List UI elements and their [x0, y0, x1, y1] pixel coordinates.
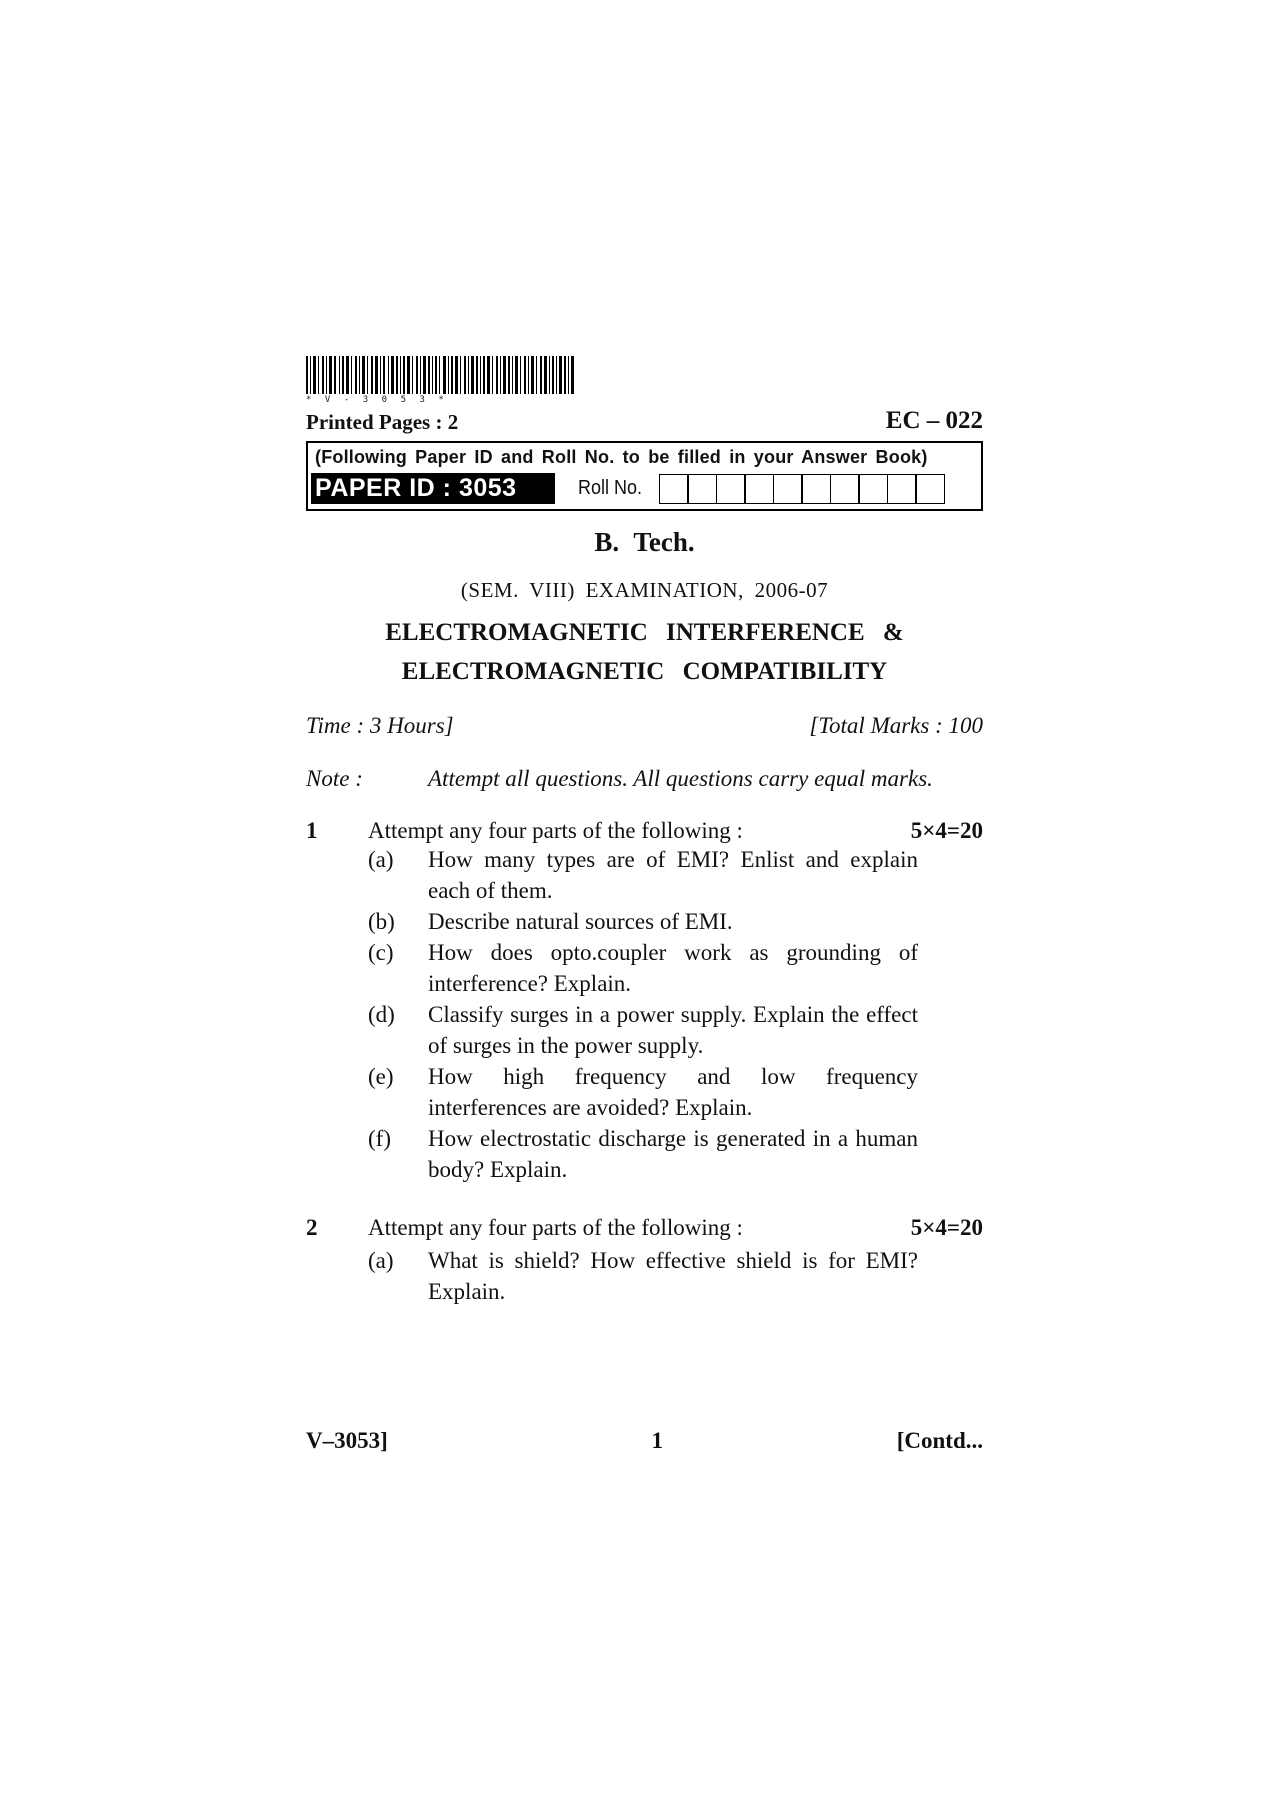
roll-no-box[interactable]: [858, 474, 888, 504]
part-text: What is shield? How effective shield is for EMI? Explain.: [428, 1248, 918, 1304]
id-box-note: (Following Paper ID and Roll No. to be filled in your Answer Book): [315, 447, 928, 467]
question-part: [368, 937, 983, 999]
subject-line: ELECTROMAGNETIC INTERFERENCE &: [385, 619, 904, 646]
roll-no-box[interactable]: [801, 474, 831, 504]
exam-title: (SEM. VIII) EXAMINATION, 2006-07: [460, 578, 829, 602]
question-number: 2: [306, 1215, 318, 1240]
note: [306, 762, 983, 796]
footer-code: V–3053]: [306, 1428, 388, 1453]
barcode-text: *V-3053*: [306, 395, 458, 405]
subject-title: [306, 613, 983, 691]
page-number: 1: [651, 1428, 663, 1453]
exam-paper: [306, 356, 983, 1307]
paper-code: EC – 022: [885, 407, 983, 434]
note-label: Note :: [306, 766, 363, 791]
time: Time : 3 Hours]: [306, 713, 454, 738]
question-part: [368, 844, 983, 906]
roll-no-label: Roll No.: [578, 477, 643, 499]
subject-line: ELECTROMAGNETIC COMPATIBILITY: [401, 658, 888, 685]
roll-no-box[interactable]: [830, 474, 860, 504]
degree-title: B. Tech.: [594, 527, 695, 557]
barcode: [306, 356, 576, 394]
page-footer: [306, 1428, 983, 1454]
part-label: (c): [368, 940, 394, 965]
question-part: [368, 999, 983, 1061]
roll-no-box[interactable]: [744, 474, 774, 504]
roll-no-box[interactable]: [887, 474, 917, 504]
part-text: Classify surges in a power supply. Explain the effect of surges in the power supply.: [428, 1002, 918, 1058]
question-text: Attempt any four parts of the following :: [368, 1215, 743, 1240]
part-label: (e): [368, 1064, 394, 1089]
question-header: [306, 1215, 983, 1241]
printed-pages: Printed Pages : 2: [306, 410, 459, 434]
roll-no-box[interactable]: [716, 474, 746, 504]
roll-no-box[interactable]: [659, 474, 689, 504]
total-marks: [Total Marks : 100: [809, 713, 983, 738]
question-part: [368, 1245, 983, 1307]
question-2: [306, 1215, 983, 1307]
roll-no-boxes: [660, 474, 945, 504]
roll-no-box[interactable]: [687, 474, 717, 504]
time-marks-row: [306, 713, 983, 739]
part-label: (a): [368, 1248, 394, 1273]
roll-no-box[interactable]: [915, 474, 945, 504]
question-number: 1: [306, 818, 318, 843]
part-text: How high frequency and low frequency interferences are avoided? Explain.: [428, 1064, 918, 1120]
part-text: Describe natural sources of EMI.: [428, 909, 733, 934]
part-label: (a): [368, 847, 394, 872]
roll-no-box[interactable]: [773, 474, 803, 504]
paper-id-box: [306, 441, 983, 511]
question-marks: 5×4=20: [910, 1215, 983, 1240]
note-text: Attempt all questions. All questions carry equal marks.: [428, 766, 933, 791]
paper-id: PAPER ID : 3053: [311, 473, 555, 504]
question-1: [306, 818, 983, 1185]
question-parts: [368, 1245, 983, 1307]
question-part: [368, 1061, 983, 1123]
part-label: (b): [368, 909, 395, 934]
question-parts: [368, 844, 983, 1185]
part-label: (f): [368, 1126, 391, 1151]
part-text: How does opto.coupler work as grounding of interference? Explain.: [428, 940, 918, 996]
header-row: [306, 407, 983, 435]
question-marks: 5×4=20: [910, 818, 983, 843]
id-row: [311, 473, 976, 504]
question-text: Attempt any four parts of the following :: [368, 818, 743, 843]
part-text: How electrostatic discharge is generated in a human body? Explain.: [428, 1126, 918, 1182]
part-label: (d): [368, 1002, 395, 1027]
question-part: [368, 906, 983, 937]
question-header: [306, 818, 983, 844]
question-part: [368, 1123, 983, 1185]
part-text: How many types are of EMI? Enlist and explain each of them.: [428, 847, 918, 903]
footer-contd: [Contd...: [896, 1428, 983, 1453]
